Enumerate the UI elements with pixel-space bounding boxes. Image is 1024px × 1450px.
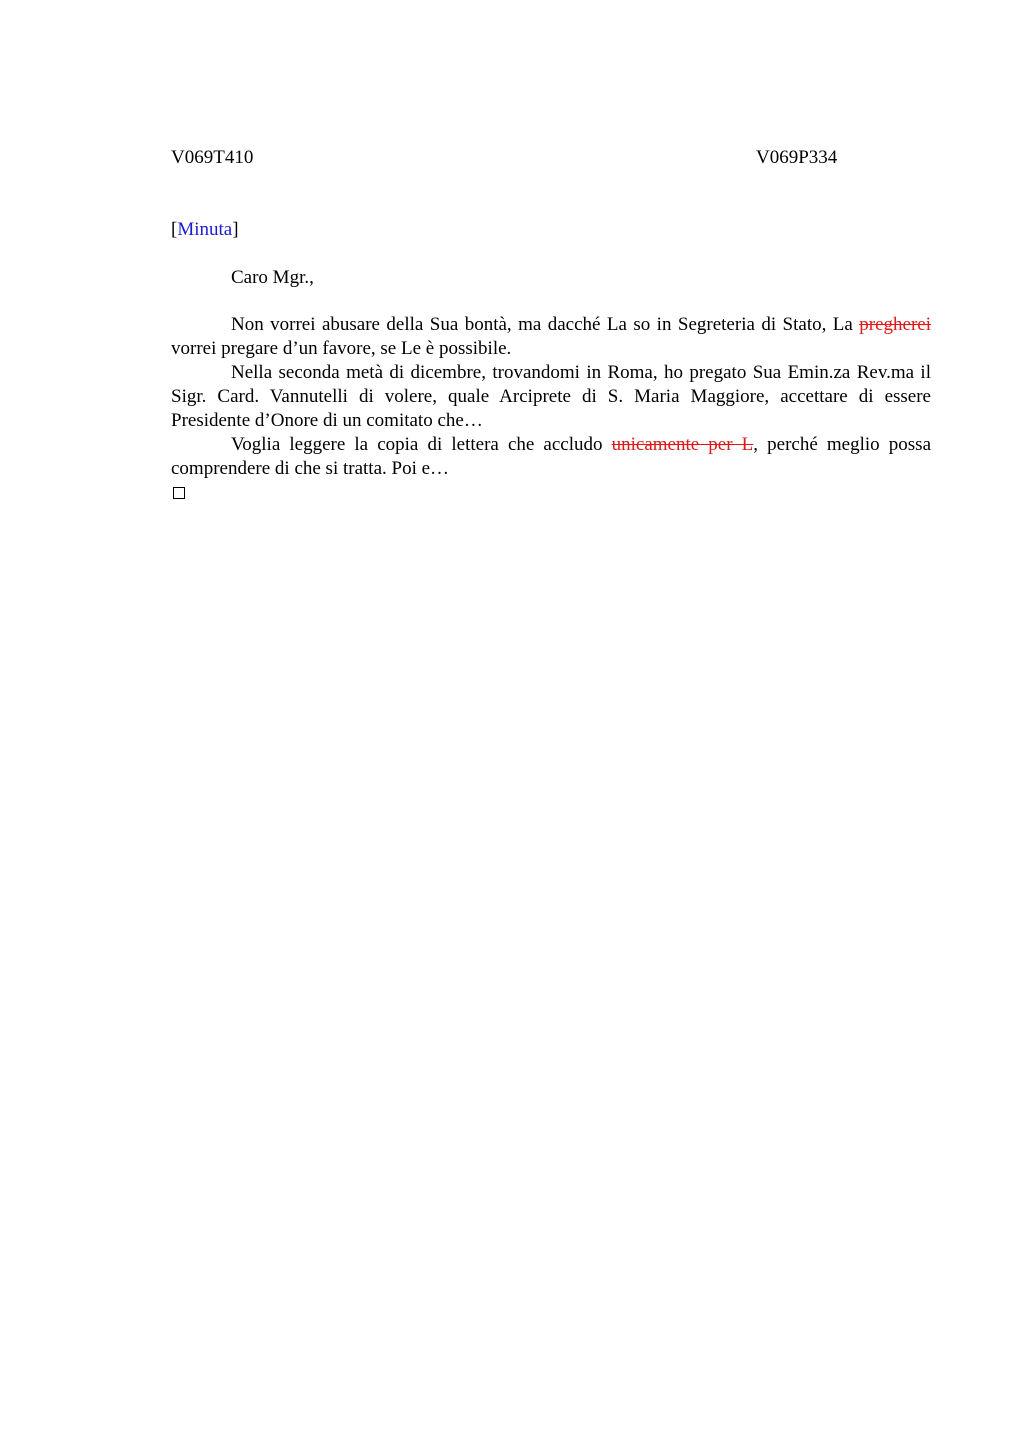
label-close-bracket: ] — [232, 219, 239, 240]
paragraph-3-text-a: Voglia leggere la copia di lettera che accludo — [231, 434, 612, 455]
paragraph-3-deletion: unicamente per L — [611, 434, 754, 455]
letter-body — [171, 313, 931, 499]
paragraph-1-text-b: vorrei pregare d’un favore, se Le è possibile. — [171, 338, 512, 359]
label-open-bracket: [ — [171, 219, 178, 240]
paragraph-3 — [171, 433, 931, 481]
paragraph-2 — [171, 361, 931, 433]
paragraph-1 — [171, 313, 931, 361]
paragraph-1-deletion: pregherei — [859, 314, 931, 335]
empty-square-icon — [173, 487, 185, 499]
label-text: Minuta — [177, 219, 233, 240]
minuta-label — [171, 218, 239, 242]
paragraph-2-text: Nella seconda metà di dicembre, trovandomi in Roma, ho pregato Sua Emin.za Rev.ma il Sigr. Card. Vannutelli di volere, quale Arciprete di S. Maria Maggiore, accettare di essere Presidente d’Onore di un comitato che… — [171, 362, 931, 431]
document-code-right: V069P334 — [756, 147, 838, 168]
salutation: Caro Mgr., — [231, 267, 314, 288]
document-code-left: V069T410 — [171, 147, 254, 168]
paragraph-3-text-b: , perché meglio possa comprendere di che si tratta. Poi e… — [171, 434, 932, 479]
paragraph-1-text-a: Non vorrei abusare della Sua bontà, ma dacché La so in Segreteria di Stato, La — [231, 314, 860, 335]
